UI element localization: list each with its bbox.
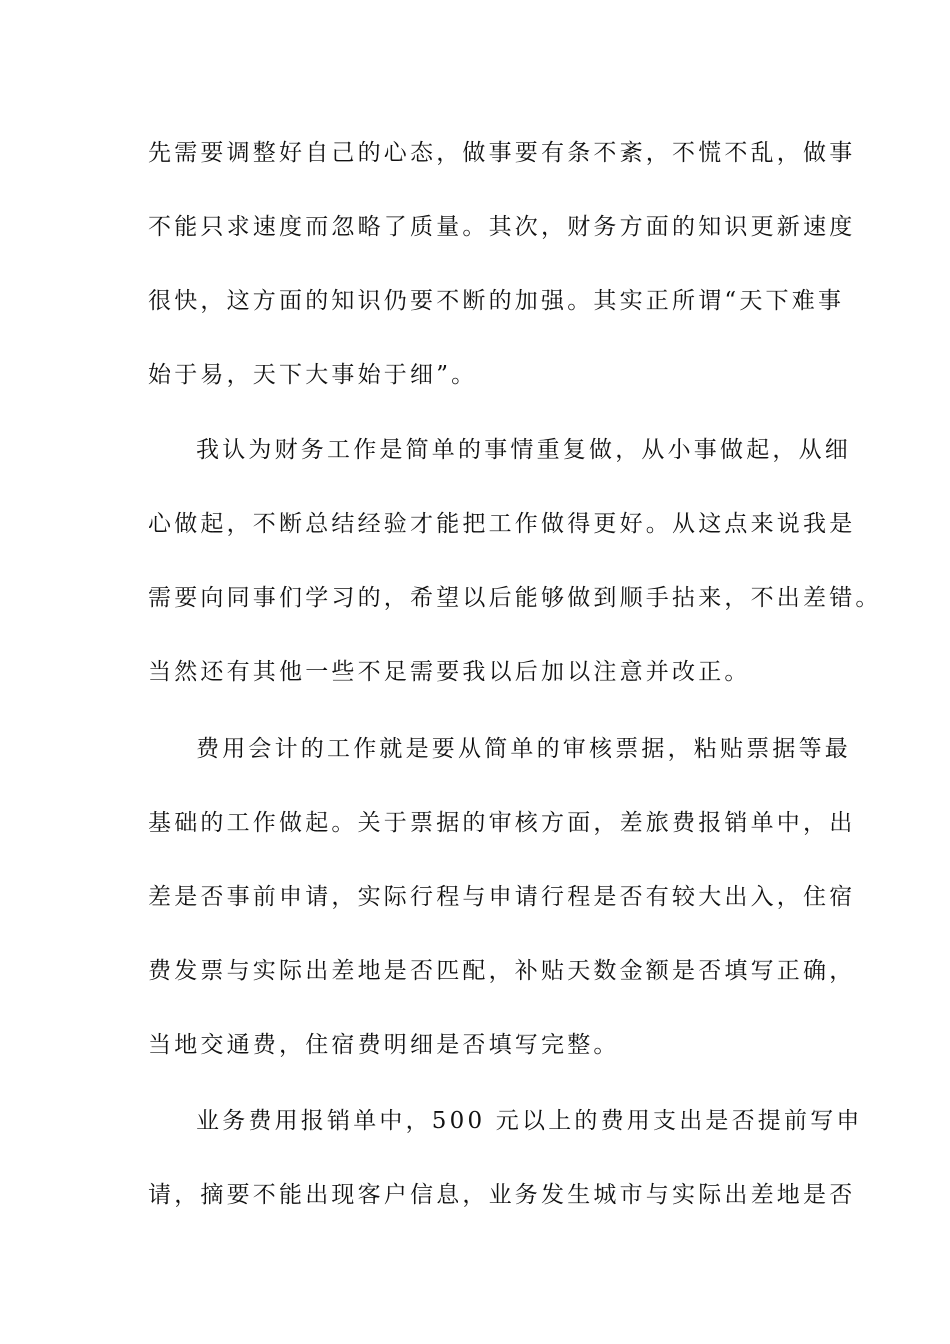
- paragraph-start-line: 我认为财务工作是简单的事情重复做，从小事做起，从细: [196, 437, 851, 463]
- text-line: 请，摘要不能出现客户信息，业务发生城市与实际出差地是否: [148, 1182, 856, 1208]
- text-line: 很快，这方面的知识仍要不断的加强。其实正所谓“天下难事: [148, 288, 845, 314]
- text-line: 先需要调整好自己的心态，做事要有条不紊，不慌不乱，做事: [148, 140, 856, 166]
- text-line: 不能只求速度而忽略了质量。其次，财务方面的知识更新速度: [148, 214, 856, 240]
- paragraph-start-line: 业务费用报销单中，500 元以上的费用支出是否提前写申: [196, 1108, 863, 1134]
- text-line: 费发票与实际出差地是否匹配，补贴天数金额是否填写正确，: [148, 958, 856, 984]
- text-line: 当地交通费，住宿费明细是否填写完整。: [148, 1032, 620, 1058]
- text-line: 当然还有其他一些不足需要我以后加以注意并改正。: [148, 659, 751, 685]
- text-line: 需要向同事们学习的，希望以后能够做到顺手拈来，不出差错。: [148, 585, 882, 611]
- text-line: 始于易，天下大事始于细”。: [148, 362, 478, 388]
- text-line: 心做起，不断总结经验才能把工作做得更好。从这点来说我是: [148, 511, 856, 537]
- text-line: 差是否事前申请，实际行程与申请行程是否有较大出入，住宿: [148, 884, 856, 910]
- text-line: 基础的工作做起。关于票据的审核方面，差旅费报销单中，出: [148, 810, 856, 836]
- paragraph-start-line: 费用会计的工作就是要从简单的审核票据，粘贴票据等最: [196, 736, 851, 762]
